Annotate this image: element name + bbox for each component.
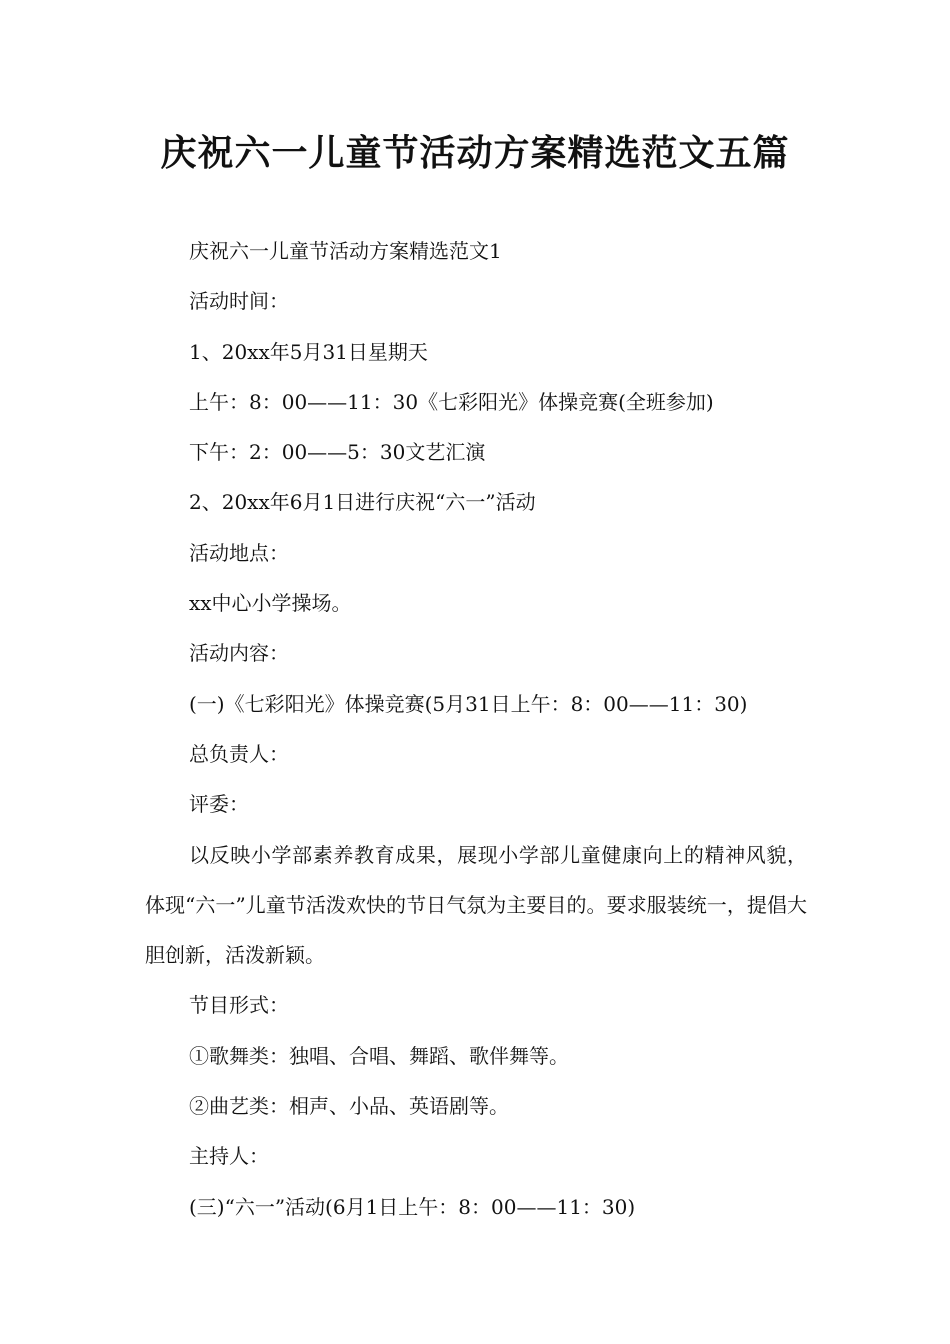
program-type-song-dance: ①歌舞类：独唱、合唱、舞蹈、歌伴舞等。 [189,1043,569,1068]
activity-location-label: 活动地点： [189,540,289,565]
activity-location: xx中心小学操场。 [189,591,352,616]
morning-schedule: 上午：8：00——11：30《七彩阳光》体操竞赛(全班参加) [189,389,714,414]
program-format-label: 节目形式： [189,993,289,1018]
document-body [145,226,807,1232]
section-heading: 庆祝六一儿童节活动方案精选范文1 [189,239,502,263]
purpose-paragraph: 以反映小学部素养教育成果，展现小学部儿童健康向上的精神风貌，体现“六一”儿童节活泼欢快的节日气氛为主要目的。要求服装统一，提倡大胆创新，活泼新颖。 [145,842,807,968]
chief-person-label: 总负责人： [189,741,289,766]
date-line-1: 1、20xx年5月31日星期天 [189,339,428,364]
document-title: 庆祝六一儿童节活动方案精选范文五篇 [160,133,790,174]
date-line-2: 2、20xx年6月1日进行庆祝“六一”活动 [189,490,536,515]
afternoon-schedule: 下午：2：00——5：30文艺汇演 [189,440,486,465]
host-label: 主持人： [189,1144,269,1169]
item-three-heading: (三)“六一”活动(6月1日上午：8：00——11：30) [189,1194,636,1219]
item-one-heading: (一)《七彩阳光》体操竞赛(5月31日上午：8：00——11：30) [189,691,748,716]
program-type-folk-arts: ②曲艺类：相声、小品、英语剧等。 [189,1094,509,1119]
activity-time-label: 活动时间： [189,289,289,314]
judges-label: 评委： [189,792,249,817]
activity-content-label: 活动内容： [189,641,289,666]
